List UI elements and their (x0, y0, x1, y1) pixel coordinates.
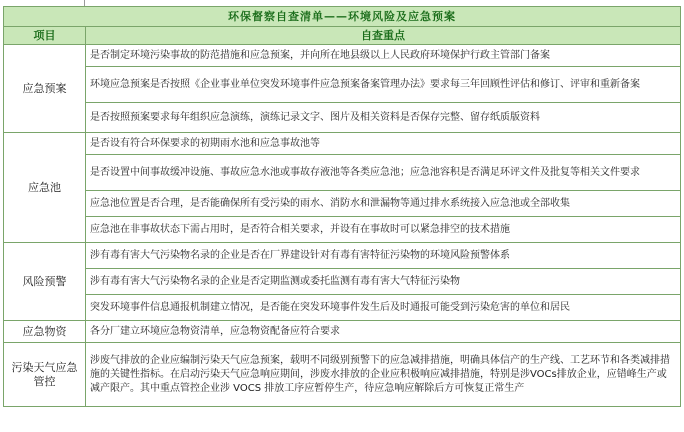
check-item: 是否制定环境污染事故的防范措施和应急预案，并向所在地县级以上人民政府环境保护行政主管部门备案 (86, 45, 681, 67)
table-row (4, 133, 681, 155)
check-item: 是否设有符合环保要求的初期雨水池和应急事故池等 (86, 133, 681, 155)
check-item: 环境应急预案是否按照《企业事业单位突发环境事件应急预案备案管理办法》要求每三年回顾性评估和修订、评审和重新备案 (86, 67, 681, 103)
check-item: 涉有毒有害大气污染物名录的企业是否在厂界建设针对有毒有害特征污染物的环境风险预警体系 (86, 243, 681, 269)
table-row (4, 295, 681, 321)
header-focus: 自查重点 (86, 27, 681, 45)
title-row (4, 7, 681, 27)
category-emergency-plan: 应急预案 (4, 45, 86, 133)
table-row (4, 67, 681, 103)
table-row (4, 155, 681, 191)
check-item: 各分厂建立环境应急物资清单，应急物资配备应符合要求 (86, 321, 681, 343)
check-item: 涉废气排放的企业应编制污染天气应急预案，载明不同级别预警下的应急减排措施，明确具体信产的生产线、工艺环节和各类减排措施的关键性指标。在启动污染天气应急响应期间，涉废水排放的企业应积极响应减排措施，特别是涉VOCs排放企业，应错峰生产或减产限产。其中重点管控企业涉 VOCS 排放工序应暂停生产，待应急响应解除后方可恢复正常生产 (86, 343, 681, 407)
table-row (4, 343, 681, 407)
check-item: 是否设置中间事故缓冲设施、事故应急水池或事故存液池等各类应急池；应急池容积是否满足环评文件及批复等相关文件要求 (86, 155, 681, 191)
table-row (4, 103, 681, 133)
table-row (4, 191, 681, 217)
header-row (4, 27, 681, 45)
table-row (4, 243, 681, 269)
check-item: 涉有毒有害大气污染物名录的企业是否定期监测或委托监测有毒有害大气特征污染物 (86, 269, 681, 295)
check-item: 突发环境事件信息通报机制建立情况，是否能在突发环境事件发生后及时通报可能受到污染危害的单位和居民 (86, 295, 681, 321)
check-item: 应急池在非事故状态下需占用时，是否符合相关要求，并设有在事故时可以紧急排空的技术措施 (86, 217, 681, 243)
category-emergency-pool: 应急池 (4, 133, 86, 243)
check-item: 是否按照预案要求每年组织应急演练，演练记录文字、图片及相关资料是否保存完整、留存纸质版资料 (86, 103, 681, 133)
check-item: 应急池位置是否合理，是否能确保所有受污染的雨水、消防水和泄漏物等通过排水系统接入应急池或全部收集 (86, 191, 681, 217)
checklist-table (3, 6, 681, 407)
category-pollution-weather: 污染天气应急管控 (4, 343, 86, 407)
table-row (4, 45, 681, 67)
table-row (4, 269, 681, 295)
category-risk-warning: 风险预警 (4, 243, 86, 321)
table-title: 环保督察自查清单——环境风险及应急预案 (4, 7, 681, 27)
header-project: 项目 (4, 27, 86, 45)
table-row (4, 321, 681, 343)
table-row (4, 217, 681, 243)
category-emergency-supplies: 应急物资 (4, 321, 86, 343)
